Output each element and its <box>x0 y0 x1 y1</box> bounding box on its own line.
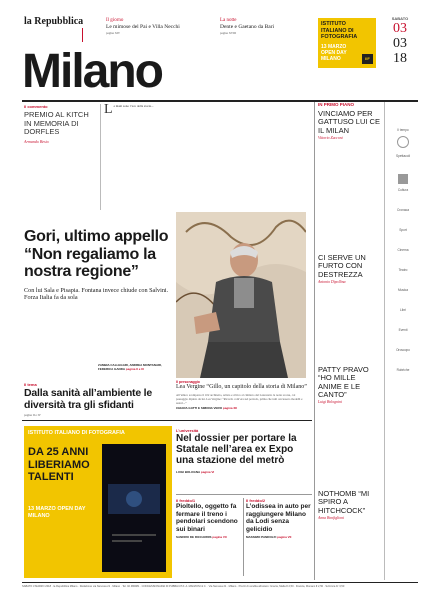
main-column-1 <box>24 318 94 378</box>
issue-date <box>385 16 415 66</box>
promo-line1: ISTITUTO ITALIANO DI FOTOGRAFIA <box>321 21 358 40</box>
right-item-2-author: Antonio Dipollina <box>318 279 346 284</box>
ad-headline: DA 25 ANNI LIBERIAMO TALENTI <box>28 446 90 483</box>
article-column-1: Le mani sono l’eco della storia... <box>104 104 154 117</box>
teaser-night[interactable] <box>220 18 310 35</box>
bottom-right-byline <box>246 535 312 539</box>
university-byline <box>176 470 312 474</box>
main-subhead: Con lui Sala e Pisapia. Fontana invece chiude con Salvini. Forza Italia fa da sola <box>24 286 169 301</box>
right-item-4[interactable] <box>318 490 380 520</box>
right-item-1[interactable] <box>318 110 380 140</box>
teaser-day[interactable] <box>106 18 196 35</box>
bottom-right-story[interactable] <box>246 498 312 539</box>
weather-icon <box>397 136 409 148</box>
date-weekday: SABATO <box>391 16 409 21</box>
teaser-night-text: Dente e Gaetano da Bari <box>220 24 275 30</box>
second-page-ref: pagina II e IV <box>24 413 41 417</box>
date-month: 03 <box>393 36 407 51</box>
right-item-3-headline: PATTY PRAVO “HO MILLE ANIME E LE CANTO” <box>318 365 369 399</box>
bottom-col-divider <box>243 498 244 576</box>
comment-block[interactable] <box>24 104 98 144</box>
university-story[interactable] <box>176 428 312 474</box>
main-page-ref: pagina II e III <box>125 367 144 371</box>
right-item-4-headline: NOTHOMB “MI SPIRO A HITCHCOCK” <box>318 489 370 515</box>
photo-byline-names: CHIARA GATTI E SIMONA VERO <box>176 406 223 410</box>
second-story[interactable] <box>24 382 174 417</box>
date-year: 18 <box>393 51 407 66</box>
bottom-left-story[interactable] <box>176 498 240 539</box>
main-story[interactable] <box>24 228 172 301</box>
right-col-divider <box>314 102 315 580</box>
portrait-illustration <box>176 212 306 378</box>
in-primo-piano-label: IN PRIMO PIANO <box>318 102 355 107</box>
right-item-1-body <box>318 146 380 250</box>
ad-image <box>102 444 166 572</box>
sidebar-item-2[interactable]: Cultura <box>397 188 409 192</box>
column-divider <box>100 104 101 210</box>
university-tag: L’università <box>176 428 199 433</box>
masthead-rule <box>22 100 418 102</box>
sidebar-item-9[interactable]: Eventi <box>398 328 408 332</box>
promo-box[interactable] <box>318 18 376 68</box>
sidebar-item-6[interactable]: Teatro <box>398 268 408 272</box>
iif-advert[interactable] <box>24 426 172 578</box>
main-byline-names: ZAMBIA CALLEGARI, ANDREA MONTANARI, FEDERICA GANDA <box>98 363 162 371</box>
comment-headline: PREMIO AL KITCH IN MEMORIA DI DORFLES <box>24 110 89 136</box>
photo-caption-title: Lea Vergine “Gillo, un capitolo della storia di Milano” <box>176 384 307 390</box>
teaser-day-text: Le mimose del Pai e Villa Necchi <box>106 24 180 30</box>
bottom-right-headline: L’odissea in auto per raggiungere Milano da Lodi senza gelicidio <box>246 503 311 533</box>
page-title: Milano <box>22 45 162 98</box>
brand-logo: la Repubblica <box>24 16 84 27</box>
teaser-night-page: pagina XVIII <box>220 30 237 35</box>
ad-org: ISTITUTO ITALIANO DI FOTOGRAFIA <box>28 430 125 436</box>
ticket-icon <box>398 174 408 184</box>
photo-page-ref: pagina XII <box>222 406 238 410</box>
bottom-right-page-ref: pagina VII <box>277 535 292 540</box>
comment-tag: Il commento <box>24 104 48 109</box>
sidebar-item-3[interactable]: Cronaca <box>396 208 410 212</box>
right-item-3[interactable] <box>318 366 380 404</box>
right-item-1-headline: VINCIAMO PER GATTUSO LUI CE IL MILAN <box>318 109 380 135</box>
photo-tag: Il personaggio <box>176 380 200 384</box>
ad-date: 13 MARZO OPEN DAY MILANO <box>28 506 86 519</box>
teaser-night-label: La notte <box>220 18 237 23</box>
promo-logo: IIF <box>362 54 373 64</box>
bottom-left-byline <box>176 535 240 539</box>
bottom-left-tag: Il freddo/1 <box>176 498 196 503</box>
second-tag: Il tema <box>24 382 37 387</box>
right-item-2-headline: CI SERVE UN FURTO CON DESTREZZA <box>318 253 366 279</box>
bottom-right-tag: Il freddo/2 <box>246 498 266 503</box>
sidebar-item-5[interactable]: Cinema <box>397 248 409 252</box>
section-rule <box>22 420 312 421</box>
photo-byline <box>176 406 308 410</box>
sidebar-divider <box>384 102 385 580</box>
bottom-left-byline-name: SANDRO DE RICCARDIS <box>176 535 212 540</box>
university-headline: Nel dossier per portare la Statale nell’area ex Expo una stazione del metrò <box>176 433 297 467</box>
sidebar-item-4[interactable]: Sport <box>399 228 407 232</box>
bottom-rule <box>176 494 312 495</box>
sidebar-item-11[interactable]: Rubriche <box>396 368 410 372</box>
article-column-2 <box>170 104 232 174</box>
university-byline-name: LUIGI BOLOGNA <box>176 469 201 474</box>
comment-author: Armando Besio <box>24 138 49 144</box>
main-byline <box>98 363 170 371</box>
right-item-4-author: Anna Bonfiglioni <box>318 515 345 520</box>
ad-photo <box>102 444 166 572</box>
right-item-3-author: Luigi Bolognini <box>318 400 342 405</box>
photo-caption-body: All’amico scomparso il 102 architetto, artista e critico al cimitero del Lazzaretto la notte scorsa, col paesaggio dipinto da lui. Lea Vergine: “Ricordo com’era nel periodo, prima che tutti cercassero modelli e autori...” <box>176 393 303 405</box>
sidebar-item-8[interactable]: Libri <box>399 308 407 312</box>
teaser-day-page: pagina XIV <box>106 30 121 35</box>
promo-line2: 13 MARZO OPEN DAY MILANO <box>321 43 347 62</box>
main-headline: Gori, ultimo appello “Non regaliamo la nostra regione” <box>24 228 169 280</box>
university-page-ref: pagina VI <box>200 469 215 474</box>
bottom-left-page-ref: pagina VII <box>212 535 227 540</box>
teaser-day-label: Il giorno <box>106 18 124 23</box>
photo-caption <box>176 380 308 410</box>
footer-rule <box>22 582 418 583</box>
sidebar-item-10[interactable]: Oroscopo <box>396 348 410 352</box>
sidebar <box>388 128 418 372</box>
footer-text: SABATO 3 MARZO 2018 · la Repubblica Milano · Redazione via Nervesa 21 · Milano · Tel. 02 480981 · CONCESSIONARIA DI PUBBLICITÀ: A. MANZONI & C. · Via Nervesa 21 · Milano · Prezzi di vendita all’estero: Grecia, Malta € 2,50 · Francia, Monaco € 2,50 · Svizzera Fr 3,50 <box>22 585 345 588</box>
article-column-3 <box>236 104 298 174</box>
date-day: 03 <box>393 21 407 36</box>
second-headline: Dalla sanità all’ambiente le diversità tra gli sfidanti <box>24 387 153 411</box>
right-item-2[interactable] <box>318 254 380 284</box>
bottom-right-byline-name: MASSIMO PANDOLFI <box>246 535 277 540</box>
sidebar-item-7[interactable]: Musica <box>397 288 409 292</box>
main-photo <box>176 212 306 378</box>
sidebar-item-0[interactable]: Il tempo <box>397 128 409 132</box>
teaser-divider <box>82 28 83 42</box>
bottom-left-headline: Pioltello, oggetto fa fermare il treno i pendolari scendono sui binari <box>176 503 238 533</box>
sidebar-item-1[interactable]: Spettacoli <box>396 154 410 158</box>
right-item-1-author: Vittorio Zucconi <box>318 135 343 140</box>
